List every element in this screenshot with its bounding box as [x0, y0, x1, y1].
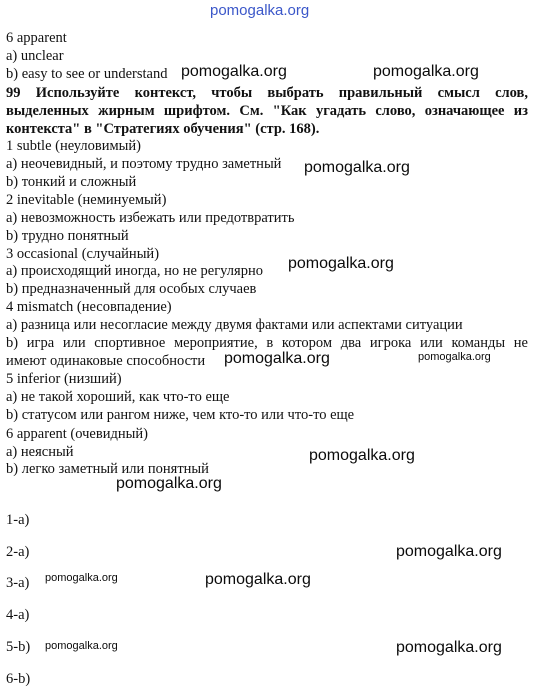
watermark: pomogalka.org — [116, 475, 222, 492]
prev-item-option-b: b) easy to see or understand — [6, 66, 168, 82]
watermark: pomogalka.org — [304, 159, 410, 176]
item-option-b: b) игра или спортивное мероприятие, в котором два игрока или команды не — [6, 335, 528, 351]
answer-2: 2-a) — [6, 544, 30, 560]
answer-3: 3-a) — [6, 575, 30, 591]
item-option-a: a) происходящий иногда, но не регулярно — [6, 263, 263, 279]
item-word: 3 occasional (случайный) — [6, 246, 160, 262]
item-option-b: b) легко заметный или понятный — [6, 461, 209, 477]
answer-4: 4-a) — [6, 607, 30, 623]
watermark: pomogalka.org — [181, 63, 287, 80]
watermark: pomogalka.org — [396, 543, 502, 560]
watermark: pomogalka.org — [288, 255, 394, 272]
watermark: pomogalka.org — [418, 351, 491, 363]
task-line-2: выделенных жирным шрифтом. См. "Как угадать слово, означающее из — [6, 103, 528, 119]
item-option-a: a) разница или несогласие между двумя фактами или аспектами ситуации — [6, 317, 463, 333]
watermark: pomogalka.org — [45, 640, 118, 652]
watermark: pomogalka.org — [45, 572, 118, 584]
item-option-b: b) статусом или рангом ниже, чем кто-то или что-то еще — [6, 407, 355, 423]
answer-5: 5-b) — [6, 639, 31, 655]
watermark: pomogalka.org — [373, 63, 479, 80]
watermark: pomogalka.org — [396, 639, 502, 656]
answer-6: 6-b) — [6, 671, 31, 687]
item-option-b: b) трудно понятный — [6, 228, 129, 244]
prev-item-word: 6 apparent — [6, 30, 67, 46]
task-line-1: 99 Используйте контекст, чтобы выбрать правильный смысл слов, — [6, 85, 528, 101]
item-option-a: a) неясный — [6, 444, 74, 460]
item-option-a: a) не такой хороший, как что-то еще — [6, 389, 230, 405]
watermark: pomogalka.org — [309, 447, 415, 464]
prev-item-option-a: a) unclear — [6, 48, 64, 64]
item-word: 2 inevitable (неминуемый) — [6, 192, 167, 208]
answer-1: 1-a) — [6, 512, 30, 528]
item-word: 6 apparent (очевидный) — [6, 426, 148, 442]
item-word: 5 inferior (низший) — [6, 371, 122, 387]
item-option-a: a) невозможность избежать или предотвратить — [6, 210, 295, 226]
watermark: pomogalka.org — [210, 2, 310, 19]
item-option-b-continued: имеют одинаковые способности — [6, 353, 206, 369]
item-option-b: b) тонкий и сложный — [6, 174, 137, 190]
item-option-a: a) неочевидный, и поэтому трудно заметный — [6, 156, 282, 172]
item-option-b: b) предназначенный для особых случаев — [6, 281, 257, 297]
watermark: pomogalka.org — [205, 571, 311, 588]
task-line-3: контекста" в "Стратегиях обучения" (стр. 168). — [6, 121, 320, 137]
item-word: 1 subtle (неуловимый) — [6, 138, 142, 154]
watermark: pomogalka.org — [224, 350, 330, 367]
item-word: 4 mismatch (несовпадение) — [6, 299, 172, 315]
